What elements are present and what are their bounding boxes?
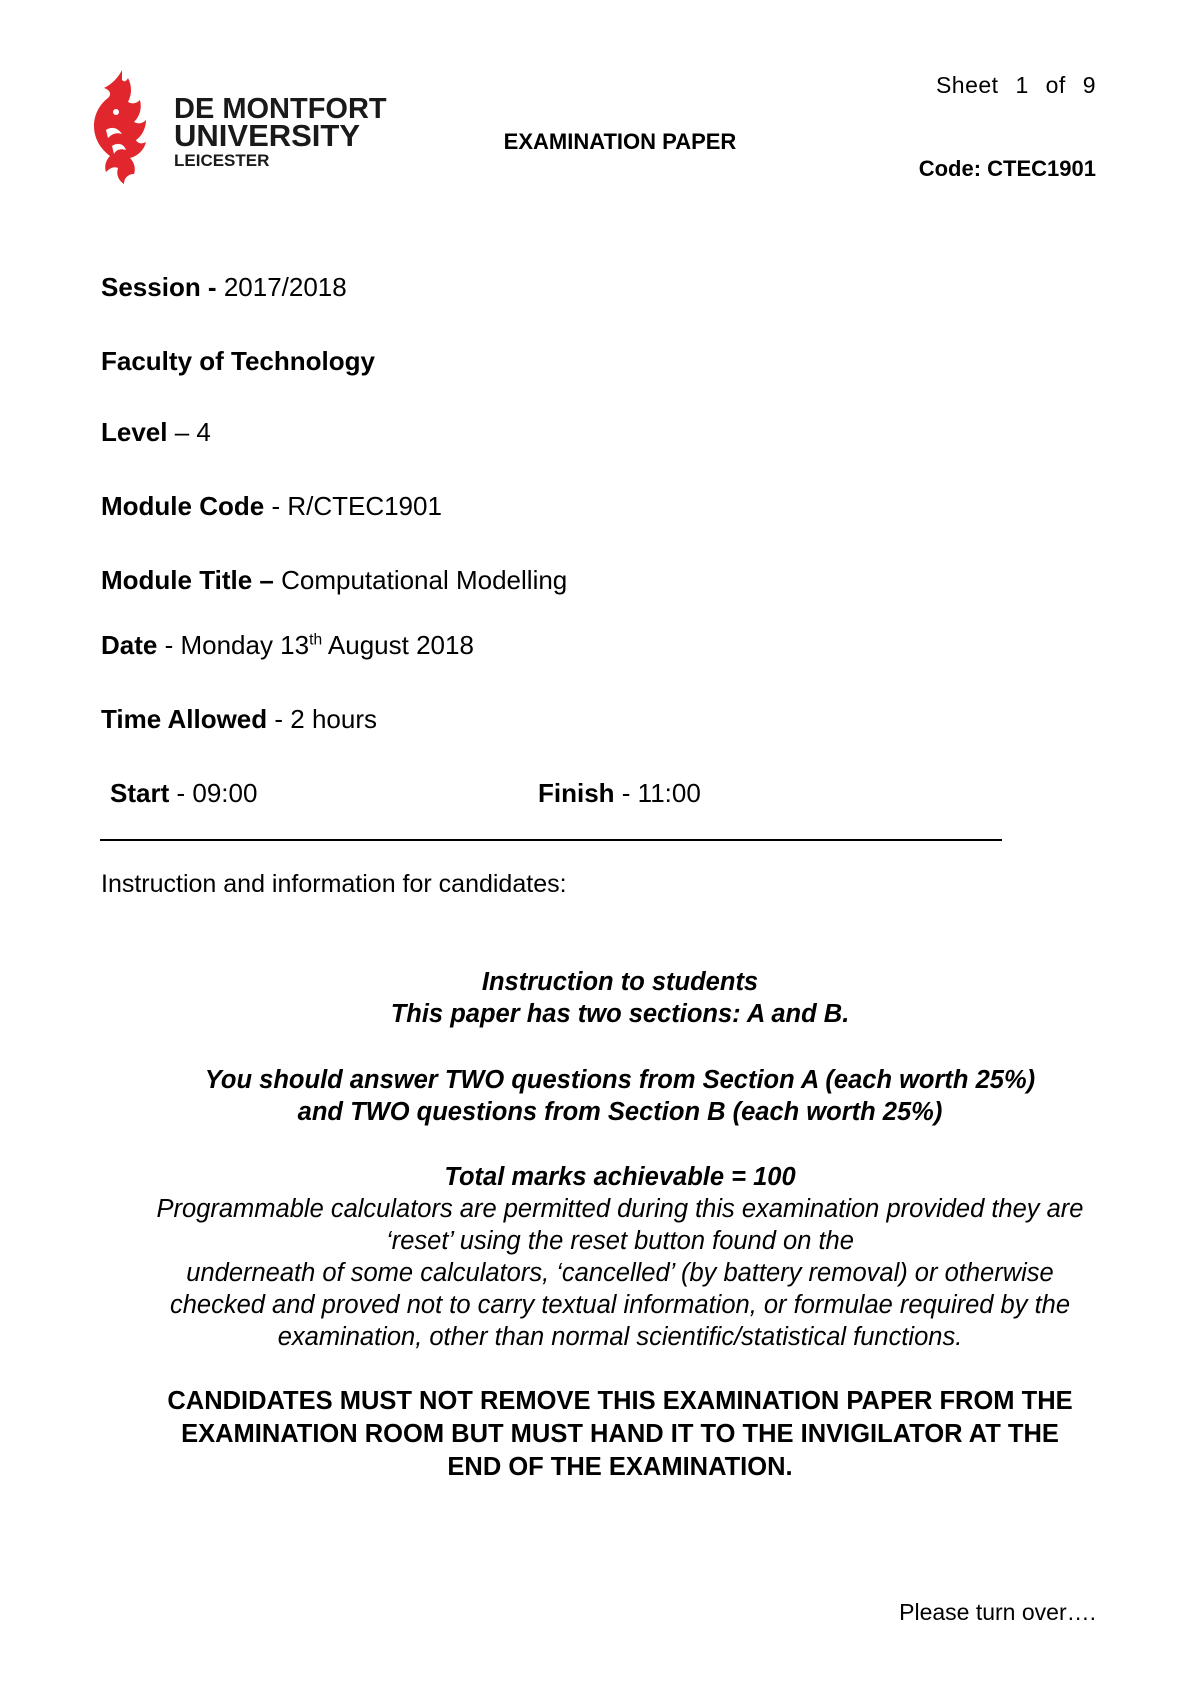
instructions-intro: Instruction and information for candidates: [101,870,567,898]
university-logo [92,68,392,188]
level-label: Level [101,417,168,447]
answer-line-2: and TWO questions from Section B (each worth 25%) [297,1098,943,1126]
sheet-counter [936,72,1096,99]
instructions-heading-block [100,966,1140,1030]
total-marks: Total marks achievable = 100 [444,1163,796,1191]
exam-title: EXAMINATION PAPER [503,129,737,154]
start-value: - 09:00 [169,778,258,808]
date-field [101,630,474,661]
time-allowed-field [101,704,377,735]
calc-line-3: underneath of some calculators, ‘cancelled’ (by battery removal) or otherwise [186,1259,1054,1287]
answer-block [100,1064,1140,1128]
finish-value: - 11:00 [614,778,701,808]
logo-line2: UNIVERSITY [174,118,361,153]
module-code-value: - R/CTEC1901 [264,491,442,521]
calc-line-5: examination, other than normal scientific/statistical functions. [277,1323,963,1351]
warning-line-3: END OF THE EXAMINATION. [447,1453,793,1481]
date-label: Date [101,630,158,660]
start-field [110,778,257,809]
module-code-header: Code: CTEC1901 [918,156,1096,181]
calc-line-1: Programmable calculators are permitted during this examination provided they are [156,1195,1084,1223]
level-value: – 4 [167,417,211,447]
please-turn-over: Please turn over…. [899,1599,1096,1625]
date-value-pre: - Monday 13 [157,630,310,660]
time-allowed-label: Time Allowed [101,704,268,734]
level-field [101,417,211,448]
session-value: 2017/2018 [216,272,347,302]
sheet-of: of [1045,72,1066,98]
crest-icon [94,70,146,184]
module-title-label: Module Title – [101,565,274,595]
warning-line-1: CANDIDATES MUST NOT REMOVE THIS EXAMINATION PAPER FROM THE [167,1387,1073,1415]
date-value-post: August 2018 [322,630,474,660]
sheet-total: 9 [1082,72,1096,98]
answer-line-1: You should answer TWO questions from Section A (each worth 25%) [204,1066,1036,1094]
calculator-block [100,1161,1140,1353]
faculty-label: Faculty of Technology [101,346,375,376]
module-title-field [101,565,567,596]
finish-field [538,778,701,809]
logo-line1: DE MONTFORT [174,93,387,125]
session-label: Session - [101,272,217,302]
warning-block [100,1385,1140,1484]
divider-line [100,839,1002,841]
module-code-label: Module Code [101,491,265,521]
sheet-word: Sheet [935,72,999,98]
time-allowed-value: - 2 hours [267,704,377,734]
module-code-field [101,491,442,522]
logo-line3: LEICESTER [174,151,270,170]
warning-line-2: EXAMINATION ROOM BUT MUST HAND IT TO THE INVIGILATOR AT THE [181,1420,1059,1448]
sections-line: This paper has two sections: A and B. [390,1000,850,1028]
instructions-heading: Instruction to students [481,968,759,996]
module-title-value: Computational Modelling [273,565,568,595]
start-label: Start [110,778,170,808]
date-sup: th [309,631,323,649]
calc-line-4: checked and proved not to carry textual information, or formulae required by the [169,1291,1071,1319]
session-field [101,272,347,303]
finish-label: Finish [538,778,615,808]
faculty-field [101,346,375,377]
dmu-logo-graphic [92,68,392,188]
calc-line-2: ‘reset’ using the reset button found on the [386,1227,854,1255]
sheet-number: 1 [1015,72,1029,98]
